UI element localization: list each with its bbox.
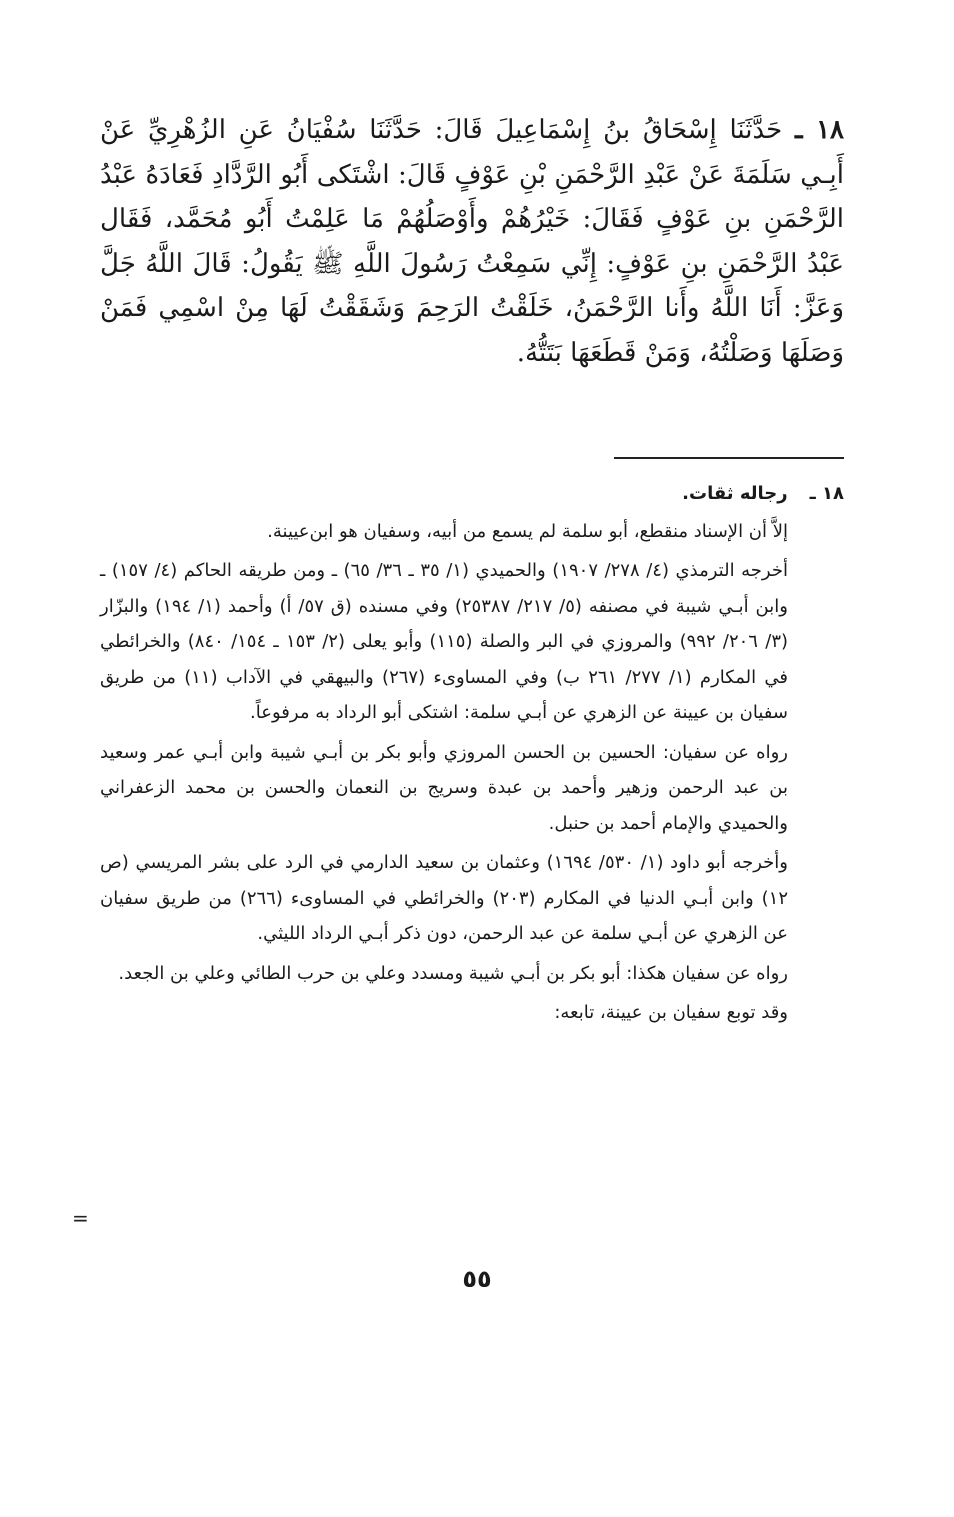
footnote-heading: رجاله ثقات. xyxy=(682,483,788,504)
continuation-mark: = xyxy=(72,1206,89,1230)
footnote-header xyxy=(100,476,844,512)
hadith-body: حَدَّثَنَا إِسْحَاقُ بنُ إِسْمَاعِيلَ قَالَ: حَدَّثَنَا سُفْيَانُ عَنِ الزُهْرِيِّ عَنْ أَبِـي سَلَمَةَ عَنْ عَبْدِ الرَّحْمَنِ بْنِ عَوْفٍ قَالَ: اشْتَكى أَبُو الرَّدَّادِ فَعَادَهُ عَبْدُ الرَّحْمَنِ بنِ عَوْفٍ فَقَالَ: خَيْرُهُمْ وأَوْصَلُهُمْ مَا عَلِمْتُ أَبُو مُحَمَّد، فَقَال عَبْدُ الرَّحْمَنِ بنِ عَوْفٍ: إِنِّي سَمِعْتُ رَسُولَ اللَّهِ ﷺ يَقُولُ: قَالَ اللَّهُ جَلَّ وَعَزَّ: أَنَا اللَّهُ وأَنا الرَّحْمَنُ، خَلَقْتُ الرَحِمَ وَشَقَقْتُ لَهَا مِنْ اسْمِي فَمَنْ وَصَلَهَا وَصَلْتُهُ، وَمَنْ قَطَعَهَا بَتَتُّهُ. xyxy=(100,115,844,368)
footnote-paragraph: وأخرجه أبو داود (١/ ٥٣٠/ ١٦٩٤) وعثمان بن سعيد الدارمي في الرد على بشر المريسي (ص ١٢) وابن أبـي الدنيا في المكارم (٢٠٣) والخرائطي في المساوىء (٢٦٦) من طريق سفيان عن الزهري عن أبـي سلمة عن عبد الرحمن، دون ذكر أبـي الرداد الليثي. xyxy=(100,852,788,944)
hadith-text-block xyxy=(100,108,844,375)
footnote-paragraph: وقد توبع سفيان بن عيينة، تابعه: xyxy=(554,1002,788,1023)
footnote-paragraph: رواه عن سفيان هكذا: أبو بكر بن أبـي شيبة ومسدد وعلي بن حرب الطائي وعلي بن الجعد. xyxy=(118,962,788,984)
footnote-paragraph: إلاَّ أن الإسناد منقطع، أبو سلمة لم يسمع من أبيه، وسفيان هو ابن‌عيينة. xyxy=(267,520,788,542)
footnote-paragraph: أخرجه الترمذي (٤/ ٢٧٨/ ١٩٠٧) والحميدي (١/ ٣٥ ـ ٣٦/ ٦٥) ـ ومن طريقه الحاكم (٤/ ١٥٧) ـ وابن أبـي شيبة في مصنفه (٥/ ٢١٧/ ٢٥٣٨٧) وفي مسنده (ق ٥٧/ أ) وأحمد (١/ ١٩٤) والبزّار (٣/ ٢٠٦/ ٩٩٢) والمروزي في البر والصلة (١١٥) وأبو يعلى (٢/ ١٥٣ ـ ١٥٤/ ٨٤٠) والخرائطي في المكارم (١/ ٢٧٧/ ٢٦١ ب) وفي المساوىء (٢٦٧) والبيهقي في الآداب (١١) من طريق سفيان بن عيينة عن الزهري عن أبـي سلمة: اشتكى أبو الرداد به مرفوعاً. xyxy=(100,560,789,723)
footnote-number: ١٨ ـ xyxy=(809,483,844,504)
hadith-number: ١٨ ـ xyxy=(794,115,845,145)
footnote-body xyxy=(100,514,788,1031)
footnote-paragraph: رواه عن سفيان: الحسين بن الحسن المروزي وأبو بكر بن أبـي شيبة وابن أبـي عمر وسعيد بن عبد الرحمن وزهير وأحمد بن عبدة وسريج بن النعمان والحسن بن محمد الزعفراني والحميدي والإمام أحمد بن حنبل. xyxy=(100,741,788,834)
footnotes-section xyxy=(100,476,844,1035)
footnote-divider xyxy=(614,457,844,459)
page-number: ٥٥ xyxy=(462,1265,492,1293)
